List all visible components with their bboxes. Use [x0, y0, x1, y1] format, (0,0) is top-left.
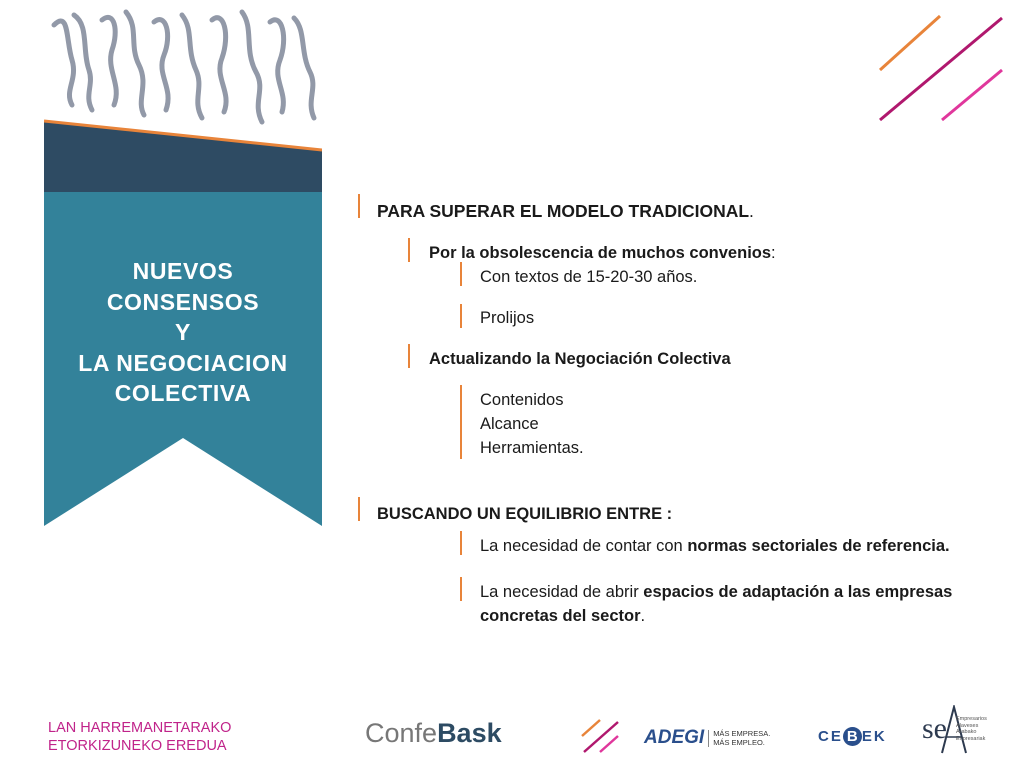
bullet-bar	[460, 577, 462, 601]
footer-slogan-line: ETORKIZUNEKO EREDUA	[48, 738, 227, 754]
bullet-bar	[408, 344, 410, 368]
item-prolijos: Prolijos	[480, 309, 535, 327]
banner-title-line: LA NEGOCIACION	[78, 349, 288, 376]
sub-actualizando: Actualizando la Negociación Colectiva	[429, 350, 731, 368]
bullet-bar	[460, 304, 462, 328]
item-alcance: Alcance	[480, 415, 539, 433]
footer-slogan-line: LAN HARREMANETARAKO	[48, 720, 232, 736]
bullet-bar	[358, 194, 360, 218]
item-textos: Con textos de 15-20-30 años.	[480, 268, 698, 286]
banner-title-line: COLECTIVA	[114, 380, 252, 406]
adegi-name: ADEGI	[644, 727, 705, 748]
bullet-bar	[408, 238, 410, 262]
decorative-lines	[872, 8, 1012, 128]
adegi-tagline: MÁS EMPRESA. MÁS EMPLEO.	[708, 730, 770, 747]
heading-equilibrio: BUSCANDO UN EQUILIBRIO ENTRE :	[377, 505, 673, 523]
bullet-bar	[358, 497, 360, 521]
item-herramientas: Herramientas.	[480, 439, 584, 457]
banner-title-line: Y	[175, 319, 191, 345]
bullet-bar	[460, 262, 462, 286]
heading-superar: PARA SUPERAR EL MODELO TRADICIONAL.	[377, 201, 754, 221]
footer-slogan	[48, 719, 231, 755]
cebek-logo: CE B EK	[818, 728, 887, 745]
item-espacios-cont: concretas del sector.	[480, 607, 646, 625]
confebask-logo: ConfeBask	[365, 718, 502, 748]
item-contenidos: Contenidos	[480, 391, 564, 409]
bullet-bar	[460, 385, 462, 459]
bullet-bar	[460, 531, 462, 555]
banner-title-line: NUEVOS	[132, 258, 234, 284]
smoke-illustration	[44, 0, 324, 135]
banner-title	[44, 256, 322, 409]
item-normas: La necesidad de contar con normas sectoriales de referencia.	[480, 537, 950, 555]
item-espacios: La necesidad de abrir espacios de adaptación a las empresas	[480, 583, 953, 601]
sea-logo-text: Empresarios Alaveses Arabako Enpresariak	[956, 716, 987, 742]
sea-logo: se	[922, 712, 947, 745]
sub-obsolescencia: Por la obsolescencia de muchos convenios:	[429, 244, 776, 262]
banner-title-line: CONSENSOS	[106, 288, 260, 315]
footer-decorative-lines	[580, 718, 620, 754]
adegi-logo	[644, 727, 770, 749]
